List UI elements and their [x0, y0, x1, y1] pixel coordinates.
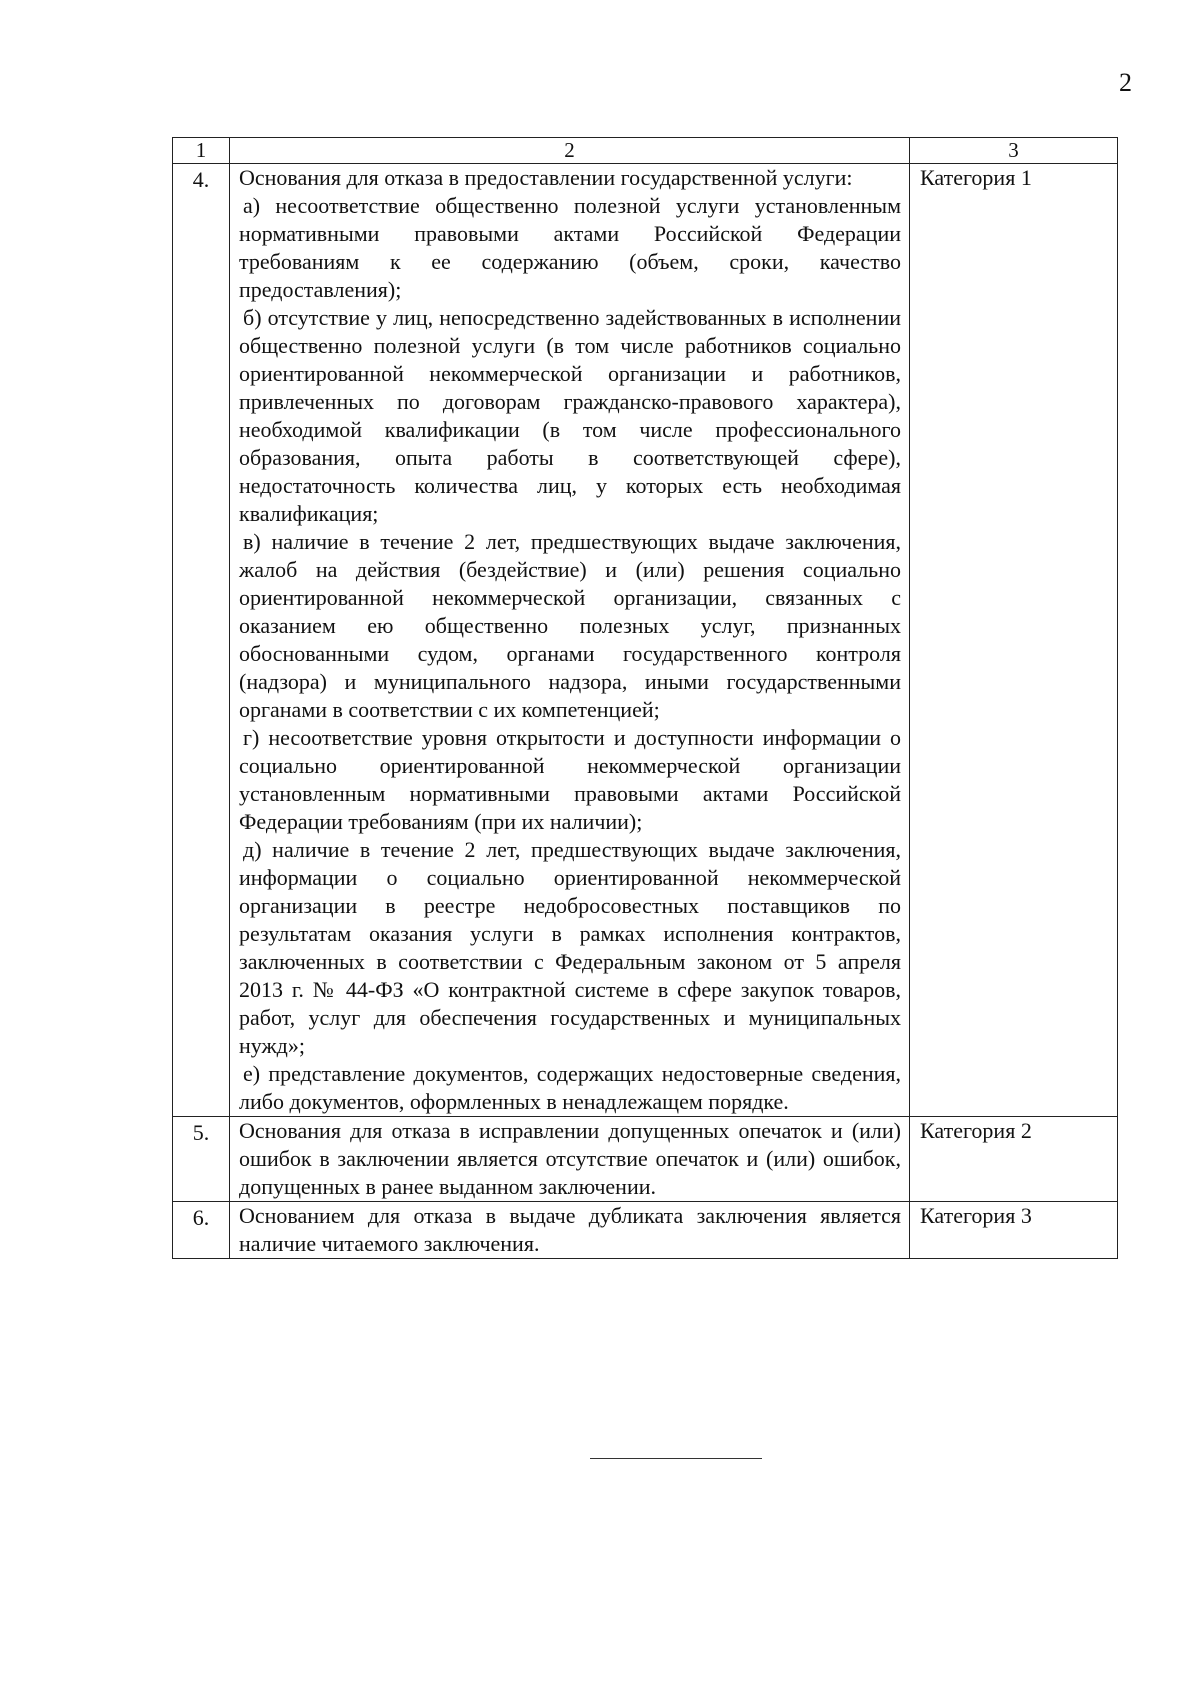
row-category: Категория 2 — [910, 1117, 1118, 1202]
requirements-table — [172, 137, 1118, 1259]
page-number: 2 — [1119, 68, 1132, 97]
row-category: Категория 3 — [910, 1202, 1118, 1259]
end-divider — [590, 1458, 762, 1459]
header-col-1: 1 — [173, 138, 230, 164]
header-col-3: 3 — [910, 138, 1118, 164]
row-number: 6. — [173, 1202, 230, 1259]
row-text: Основанием для отказа в выдаче дубликата заключения является наличие читаемого заключения. — [230, 1202, 910, 1259]
list-item: г) несоответствие уровня открытости и доступности информации о социально ориентированной некоммерческой организации установленным нормативными правовыми актами Российской Федерации требованиям (при их наличии); — [239, 725, 901, 834]
list-item: б) отсутствие у лиц, непосредственно задействованных в исполнении общественно полезной услуги (в том числе работников социально ориентированной некоммерческой организации и работников, привлеченных по договорам гражданско-правового характера), необходимой квалификации (в том числе профессионального образования, опыта работы в соответствующей сфере), недостаточность количества лиц, у которых есть необходимая квалификация; — [239, 305, 901, 526]
row-text — [230, 164, 910, 1117]
list-item: д) наличие в течение 2 лет, предшествующих выдаче заключения, информации о социально ориентированной некоммерческой организации в реестре недобросовестных поставщиков по результатам оказания услуги в рамках исполнения контрактов, заключенных в соответствии с Федеральным законом от 5 апреля 2013 г. № 44-ФЗ «О контрактной системе в сфере закупок товаров, работ, услуг для обеспечения государственных и муниципальных нужд»; — [239, 837, 901, 1058]
row-text: Основания для отказа в исправлении допущенных опечаток и (или) ошибок в заключении является отсутствие опечаток и (или) ошибок, допущенных в ранее выданном заключении. — [230, 1117, 910, 1202]
list-item: а) несоответствие общественно полезной услуги установленным нормативными правовыми актами Российской Федерации требованиям к ее содержанию (объем, сроки, качество предоставления); — [239, 193, 901, 302]
list-item: в) наличие в течение 2 лет, предшествующих выдаче заключения, жалоб на действия (бездействие) и (или) решения социально ориентированной некоммерческой организации, связанных с оказанием ею общественно полезных услуг, признанных обоснованными судом, органами государственного контроля (надзора) и муниципального надзора, иными государственными органами в соответствии с их компетенцией; — [239, 529, 901, 722]
table-row — [173, 1202, 1118, 1259]
table-row — [173, 1117, 1118, 1202]
header-col-2: 2 — [230, 138, 910, 164]
row-number: 4. — [173, 164, 230, 1117]
list-item: е) представление документов, содержащих недостоверные сведения, либо документов, оформленных в ненадлежащем порядке. — [239, 1061, 901, 1114]
table-row — [173, 164, 1118, 1117]
row-category: Категория 1 — [910, 164, 1118, 1117]
row-number: 5. — [173, 1117, 230, 1202]
row-intro: Основания для отказа в предоставлении государственной услуги: — [239, 165, 853, 190]
table-header-row — [173, 138, 1118, 164]
